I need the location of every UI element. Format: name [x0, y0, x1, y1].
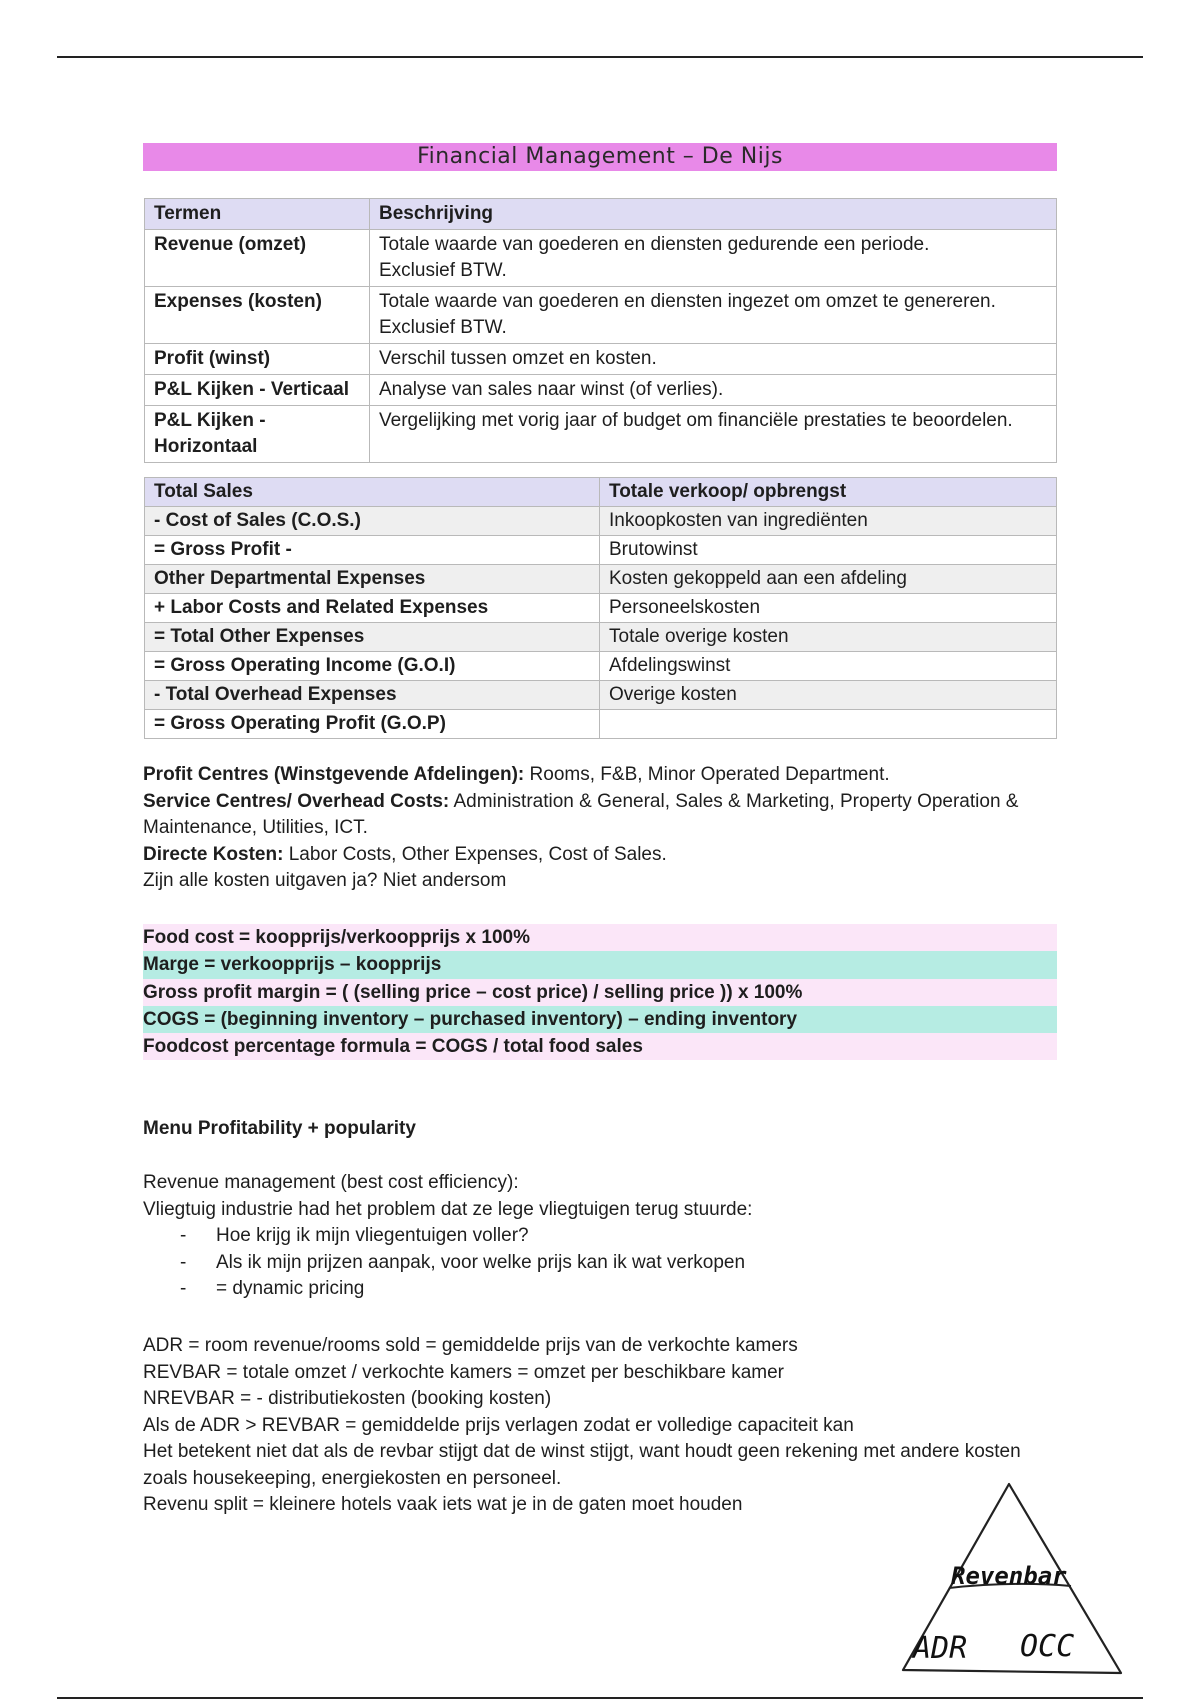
revenue-bullets — [143, 1223, 1063, 1303]
revbar-note: Het betekent niet dat als de revbar stijgt dat de winst stijgt, want houdt geen rekening met andere kosten zoals housekeeping, energiekosten en personeel. — [143, 1441, 1021, 1489]
pl-term: = Gross Operating Profit (G.O.P) — [145, 710, 600, 739]
term-cell: Profit (winst) — [145, 344, 370, 375]
pl-term: = Gross Operating Income (G.O.I) — [145, 652, 600, 681]
desc-cell: Verschil tussen omzet en kosten. — [370, 344, 1057, 375]
term-cell: Expenses (kosten) — [145, 287, 370, 344]
pl-term: + Labor Costs and Related Expenses — [145, 594, 600, 623]
desc-cell: Totale waarde van goederen en diensten ingezet om omzet te genereren. Exclusief BTW. — [370, 287, 1057, 344]
profit-centres-line: Profit Centres (Winstgevende Afdelingen): Rooms, F&B, Minor Operated Department. — [143, 764, 890, 785]
revenue-split-line: Revenu split = kleinere hotels vaak iets wat je in de gaten moet houden — [143, 1494, 743, 1515]
table-row — [145, 710, 1057, 739]
pl-table — [144, 477, 1057, 739]
table-row — [145, 681, 1057, 710]
pl-term: - Total Overhead Expenses — [145, 681, 600, 710]
pl-desc: Afdelingswinst — [600, 652, 1057, 681]
table-row — [145, 594, 1057, 623]
table-row — [145, 287, 1057, 344]
header-cell: Termen — [145, 199, 370, 230]
top-rule — [57, 56, 1143, 58]
sketch-revenbar: Revenbar — [951, 1562, 1067, 1590]
table-row — [145, 623, 1057, 652]
formula-food-cost: Food cost = koopprijs/verkoopprijs x 100% — [143, 924, 1057, 951]
table-row — [145, 507, 1057, 536]
table-row — [145, 406, 1057, 463]
table-row — [145, 375, 1057, 406]
formula-marge: Marge = verkoopprijs – koopprijs — [143, 951, 1057, 978]
service-centres-line: Service Centres/ Overhead Costs: Administration & General, Sales & Marketing, Property Operation & Maintenance, Utilities, ICT. — [143, 790, 1019, 838]
terms-table — [144, 198, 1057, 463]
list-item: - = dynamic pricing — [143, 1276, 1063, 1303]
direct-costs-line: Directe Kosten: Labor Costs, Other Expenses, Cost of Sales. — [143, 843, 667, 865]
menu-heading: Menu Profitability + popularity — [143, 1118, 416, 1139]
question-line: Zijn alle kosten uitgaven ja? Niet andersom — [143, 870, 507, 891]
desc-cell: Analyse van sales naar winst (of verlies). — [370, 375, 1057, 406]
formula-cogs: COGS = (beginning inventory – purchased inventory) – ending inventory — [143, 1006, 1057, 1033]
table-row — [145, 230, 1057, 287]
formula-foodcost-percentage: Foodcost percentage formula = COGS / total food sales — [143, 1033, 1057, 1060]
pl-term: = Gross Profit - — [145, 536, 600, 565]
revenue-section — [143, 1170, 1063, 1303]
nrevbar-line: NREVBAR = - distributiekosten (booking kosten) — [143, 1388, 552, 1409]
term-cell: P&L Kijken - Verticaal — [145, 375, 370, 406]
pl-term: - Cost of Sales (C.O.S.) — [145, 507, 600, 536]
sketch-occ: OCC — [1020, 1629, 1075, 1664]
pl-desc: Totale overige kosten — [600, 623, 1057, 652]
header-cell: Total Sales — [145, 478, 600, 507]
table-row — [145, 344, 1057, 375]
table-row — [145, 652, 1057, 681]
bottom-rule — [57, 1697, 1143, 1699]
pl-term: = Total Other Expenses — [145, 623, 600, 652]
pl-desc — [600, 710, 1057, 739]
centres-section — [143, 762, 1063, 895]
list-item: - Als ik mijn prijzen aanpak, voor welke prijs kan ik wat verkopen — [143, 1250, 1063, 1277]
pl-desc: Inkoopkosten van ingrediënten — [600, 507, 1057, 536]
header-cell: Totale verkoop/ opbrengst — [600, 478, 1057, 507]
term-cell: P&L Kijken - Horizontaal — [145, 406, 370, 463]
table-header-row — [145, 199, 1057, 230]
formula-gross-profit-margin: Gross profit margin = ( (selling price – cost price) / selling price )) x 100% — [143, 979, 1057, 1006]
term-cell: Revenue (omzet) — [145, 230, 370, 287]
pl-desc: Overige kosten — [600, 681, 1057, 710]
pl-desc: Brutowinst — [600, 536, 1057, 565]
sketch-adr: ADR — [913, 1631, 968, 1666]
pl-desc: Personeelskosten — [600, 594, 1057, 623]
table-row — [145, 536, 1057, 565]
header-cell: Beschrijving — [370, 199, 1057, 230]
table-row — [145, 565, 1057, 594]
pl-desc: Kosten gekoppeld aan een afdeling — [600, 565, 1057, 594]
pl-term: Other Departmental Expenses — [145, 565, 600, 594]
revenue-triangle-sketch — [893, 1478, 1133, 1678]
desc-cell: Vergelijking met vorig jaar of budget om financiële prestaties te beoordelen. — [370, 406, 1057, 463]
page-title: Financial Management – De Nijs — [143, 143, 1057, 171]
revenue-intro-2: Vliegtuig industrie had het problem dat ze lege vliegtuigen terug stuurde: — [143, 1198, 753, 1220]
table-header-row — [145, 478, 1057, 507]
list-item: - Hoe krijg ik mijn vliegentuigen voller? — [143, 1223, 1063, 1250]
formula-list — [143, 924, 1057, 1060]
desc-cell: Totale waarde van goederen en diensten gedurende een periode. Exclusief BTW. — [370, 230, 1057, 287]
revenue-intro: Revenue management (best cost efficiency): — [143, 1172, 519, 1193]
adr-compare-line: Als de ADR > REVBAR = gemiddelde prijs verlagen zodat er volledige capaciteit kan — [143, 1414, 854, 1436]
revbar-line: REVBAR = totale omzet / verkochte kamers = omzet per beschikbare kamer — [143, 1361, 784, 1383]
adr-line: ADR = room revenue/rooms sold = gemiddelde prijs van de verkochte kamers — [143, 1335, 798, 1356]
